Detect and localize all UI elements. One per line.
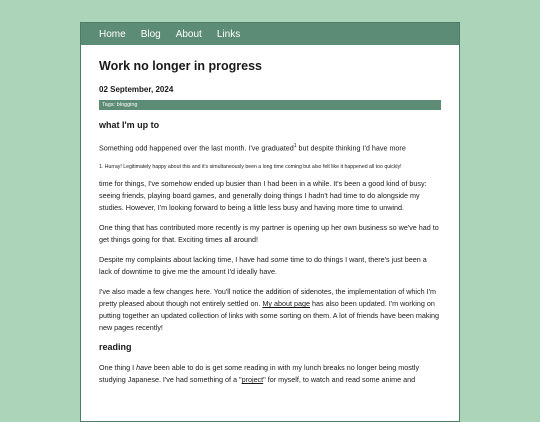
post-content bbox=[81, 45, 459, 386]
page-container bbox=[80, 22, 460, 422]
paragraph-4-a: Despite my complaints about lacking time, I have had bbox=[99, 255, 271, 265]
section-heading-what-im-up-to: what I'm up to bbox=[99, 120, 160, 130]
nav-blog-link[interactable]: Blog bbox=[140, 28, 161, 40]
paragraph-4 bbox=[99, 254, 441, 278]
paragraph-6 bbox=[99, 362, 441, 386]
paragraph-6-b: been able to do is get some reading in with my lunch breaks no longer being mostly studying Japanese. I've had something of a " bbox=[99, 363, 420, 385]
paragraph-6-c: " for myself, to watch and read some anime and bbox=[263, 375, 416, 385]
paragraph-1-text: Something odd happened over the last month. I've graduated bbox=[99, 143, 294, 153]
nav-home-link[interactable]: Home bbox=[99, 28, 126, 40]
paragraph-5-a: I've also made a few changes here. You'll notice the addition of sidenotes, the implementation of which I'm pretty pleased about though not entirely settled on. bbox=[99, 287, 436, 309]
paragraph-6-a: One thing I bbox=[99, 363, 137, 373]
project-link[interactable]: project bbox=[241, 375, 264, 385]
about-page-link[interactable]: My about page bbox=[262, 299, 310, 309]
paragraph-2: time for things, I've somehow ended up busier than I had been in a while. It's been a good kind of busy: seeing friends, playing board games, and generally doing things I hadn't had time to do alongside my studies. However, I'm looking forward to being a little less busy and having more time to unwind. bbox=[99, 179, 427, 213]
top-nav bbox=[81, 23, 459, 45]
section-heading-reading: reading bbox=[99, 342, 132, 353]
nav-about-link[interactable]: About bbox=[175, 28, 202, 40]
paragraph-4-b: time to do things I want, there's just been a lack of downtime to give me the amount I'd ideally have. bbox=[99, 255, 427, 277]
paragraph-6-emphasis: have bbox=[136, 363, 152, 373]
sidenote-marker[interactable]: 1 bbox=[293, 143, 297, 149]
post-tags[interactable]: Tags: blogging bbox=[99, 100, 441, 110]
sidenote: 1. Hurray! Legitimately happy about this and it's simultaneously been a long time coming but also felt like it happened all too quickly! bbox=[99, 164, 402, 171]
paragraph-4-emphasis: some bbox=[270, 255, 289, 265]
nav-links-link[interactable]: Links bbox=[216, 28, 241, 40]
paragraph-5 bbox=[99, 286, 441, 334]
paragraph-1 bbox=[99, 140, 441, 154]
post-date: 02 September, 2024 bbox=[99, 85, 174, 94]
paragraph-5-b: has also been updated. I'm working on putting together an updated collection of links with some sorting on them. A lot of friends have been making new pages recently! bbox=[99, 299, 440, 333]
post-title: Work no longer in progress bbox=[99, 59, 262, 73]
paragraph-1-rest: but despite thinking I'd have more bbox=[296, 143, 406, 153]
paragraph-3: One thing that has contributed more recently is my partner is opening up her own business so we've had to get things going for that. Exciting times all around! bbox=[99, 223, 439, 245]
